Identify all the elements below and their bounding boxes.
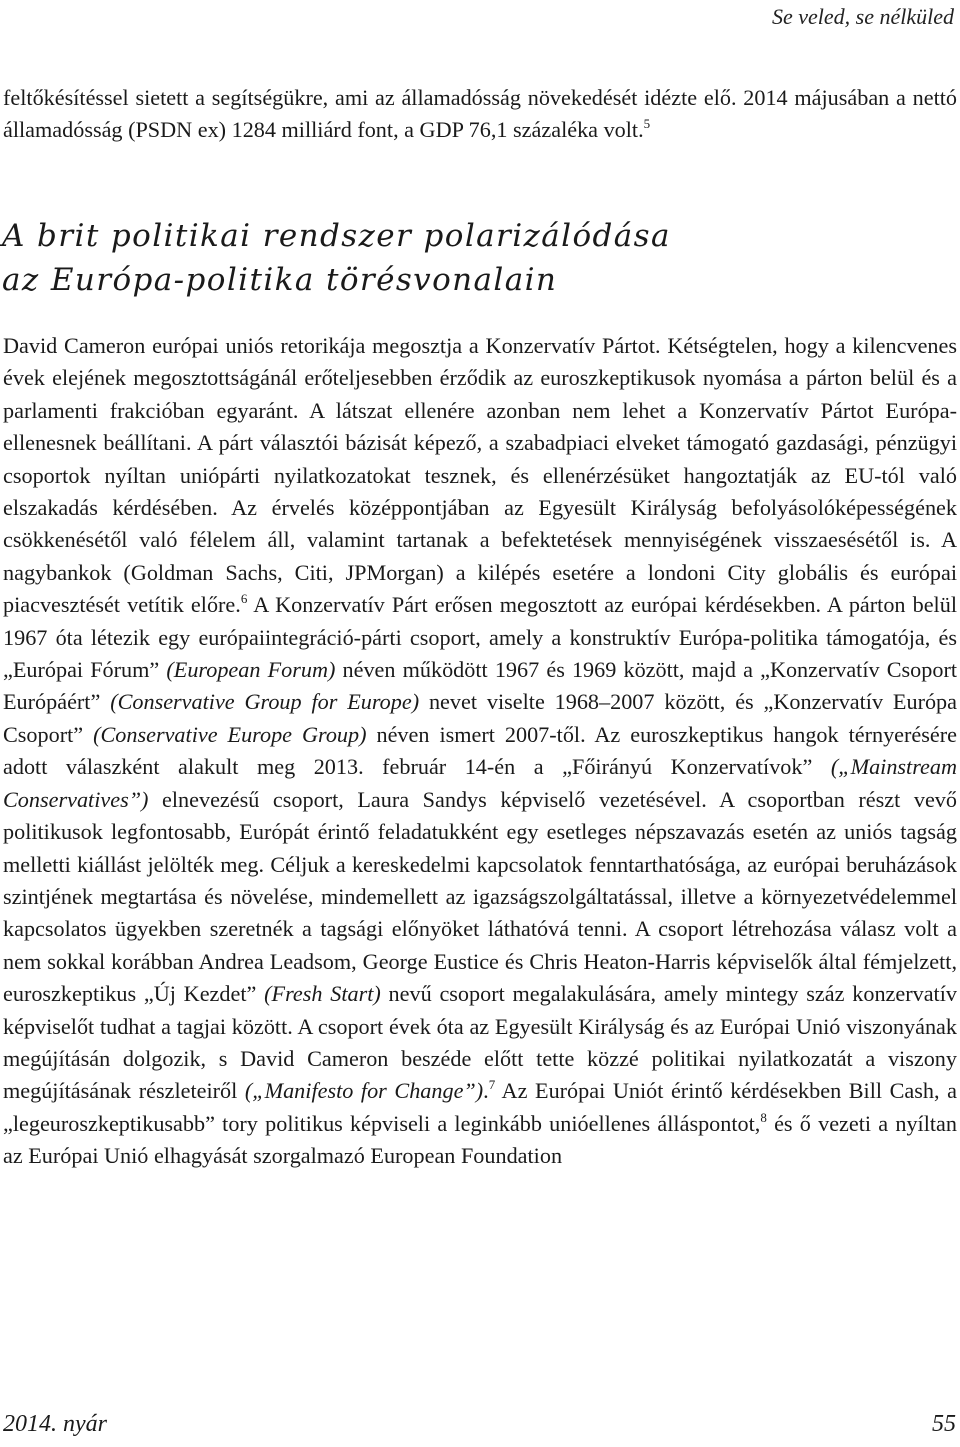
section-heading-line: az Európa-politika törésvonalain	[2, 262, 558, 298]
running-header: Se veled, se nélküled	[771, 4, 954, 29]
footer-issue: 2014. nyár	[3, 1411, 107, 1437]
text-run: .	[483, 1078, 489, 1104]
italic-run: (Conservative Europe Group)	[93, 721, 367, 747]
italic-run: (European Forum)	[166, 657, 336, 683]
text-run: nevet viselte 1968–2007 között, és „Konzervatív Európa Csoport”	[3, 689, 957, 747]
footnote-ref[interactable]: 8	[760, 1109, 767, 1125]
paragraph-text: feltőkésítéssel sietett a segítségükre, ami az államadósság növekedését idézte elő. 2014 májusában a nettó államadósság (PSDN ex) 1284 milliárd font, a GDP 76,1 százaléka volt.	[3, 85, 957, 143]
italic-run: (Conservative Group for Europe)	[110, 689, 420, 715]
text-run: David Cameron európai uniós retorikája megosztja a Konzervatív Pártot. Kétségtelen, hogy a kilencvenes évek elejének megosztottságánál erőteljesebben érződik az euroszkeptikusok nyomása a párton belül és a parlamenti frakcióban egyaránt. A látszat ellenére azonban nem lehet a Konzervatív Pártot Európa-ellenesnek beállítani. A párt választói bázisát képező, a szabadpiaci elveket támogató gazdasági, pénzügyi csoportok nyíltan uniópárti nyilatkozatokat tesznek, és ellenérzésüket hangoztatják az EU-tól való elszakadás kérdésében. Az érvelés középpontjában az Egyesült Királyság befolyásolóképességének csökkenésétől való félelem áll, valamint tartanak a befektetések mennyiségének visszaesésétől is. A nagybankok (Goldman Sachs, Citi, JPMorgan) a kilépés esetére a londoni City globális és európai piacvesztését vetítik előre.	[3, 333, 957, 618]
footnote-ref[interactable]: 6	[240, 591, 248, 607]
italic-run: (Fresh Start)	[264, 981, 381, 1007]
text-run: elnevezésű csoport, Laura Sandys képviselő vezetésével. A csoportban részt vevő politikusok legfontosabb, Európát érintő feladatukként egy esetleges népszavazás esetén az uniós tagság melletti kiállást jelölték meg. Céljuk a kereskedelmi kapcsolatok fenntarthatósága, az európai beruházások szintjének megtartása és növelése, mindemellett az igazságszolgáltatással, illetve a környezetvédelemmel kapcsolatos ügyekben szeretnék a tagsági előnyöket láthatóvá tenni. A csoport létrehozása válasz volt a nem sokkal korábban Andrea Leadsom, George Eustice és Chris Heaton-Harris képviselők által fémjelzett, euroszkeptikus „Új Kezdet”	[3, 786, 957, 1007]
text-run: Az Európai Uniót érintő kérdésekben Bill Cash, a „legeuroszkeptikusabb” tory politikus képviseli a leginkább unióellenes álláspontot,	[3, 1078, 957, 1136]
paragraph-main	[3, 330, 957, 1173]
text-run: A Konzervatív Párt erősen megosztott az európai kérdésekben. A párton belül 1967 óta létezik egy európaiintegráció-párti csoport, amely a konstruktív Európa-politika támogatója, és „Európai Fórum”	[3, 592, 957, 683]
text-run: néven működött 1967 és 1969 között, majd a „Konzervatív Csoport Európáért”	[3, 657, 958, 715]
italic-run: („Manifesto for Change”)	[244, 1078, 484, 1104]
paragraph-intro	[3, 82, 957, 147]
footnote-ref[interactable]: 5	[643, 116, 651, 132]
text-run: nevű csoport megalakulására, amely mintegy száz konzervatív képviselőt tudhat a tagjai között. A csoport évek óta az Egyesült Királyság és az Európai Unió viszonyának megújításán dolgozik, s David Cameron beszéde előtt tette közzé politikai nyilatkozatát a viszony megújításának részleteiről	[3, 981, 957, 1104]
footnote-ref[interactable]: 7	[488, 1077, 496, 1093]
section-heading	[2, 214, 942, 302]
section-heading-line: A brit politikai rendszer polarizálódása	[2, 218, 671, 254]
page-number: 55	[932, 1411, 956, 1437]
italic-run: („Mainstream Conservatives”)	[3, 754, 957, 812]
text-run: néven ismert 2007-től. Az euroszkeptikus hangok térnyerésére adott válaszként alakult meg 2013. február 14-én a „Főirányú Konzervatívok”	[3, 721, 957, 780]
text-run: és ő vezeti a nyíltan az Európai Unió elhagyását szorgalmazó European Foundation	[3, 1110, 957, 1169]
